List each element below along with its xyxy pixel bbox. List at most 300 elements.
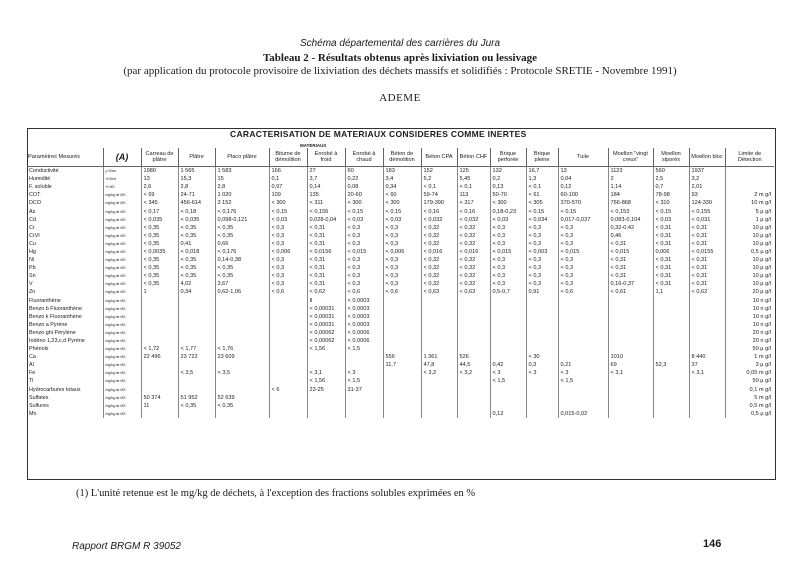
value-cell: < 0,3 xyxy=(526,232,558,240)
unit-cell: mg/kg de MS xyxy=(103,191,141,199)
value-cell xyxy=(490,386,526,394)
value-cell: < 0,003 xyxy=(526,248,558,256)
value-cell: < 0,15 xyxy=(558,207,608,215)
value-cell: < 0,016 xyxy=(457,248,490,256)
value-cell: < 0,3 xyxy=(269,256,307,264)
value-cell xyxy=(345,394,383,402)
value-cell xyxy=(269,345,307,353)
value-cell: 11 xyxy=(141,402,178,410)
value-cell: < 0,015 xyxy=(558,248,608,256)
value-cell xyxy=(490,402,526,410)
unit-cell: mg/kg de MS xyxy=(103,264,141,272)
value-cell xyxy=(383,386,421,394)
value-cell: < 317 xyxy=(457,199,490,207)
column-header: (A) xyxy=(103,148,141,167)
value-cell xyxy=(269,337,307,345)
table-row xyxy=(27,240,774,248)
value-cell: 22 496 xyxy=(141,353,178,361)
value-cell: < 69 xyxy=(141,191,178,199)
detection-limit-cell: 10 µ g/l xyxy=(725,256,774,264)
value-cell: < 0,3 xyxy=(490,240,526,248)
value-cell: < 0,1 xyxy=(421,183,457,191)
detection-limit-cell: 5 µ g/l xyxy=(725,207,774,215)
value-cell: 556 xyxy=(383,353,421,361)
value-cell xyxy=(653,353,689,361)
value-cell: 93 xyxy=(689,191,725,199)
materiaux-label: MATERIAUX xyxy=(300,143,327,148)
value-cell xyxy=(307,402,345,410)
value-cell xyxy=(421,402,457,410)
table-row xyxy=(27,199,774,207)
value-cell: < 0,15 xyxy=(345,207,383,215)
value-cell: < 0,3 xyxy=(269,272,307,280)
table-row xyxy=(27,191,774,199)
value-cell: < 0,3 xyxy=(383,256,421,264)
value-cell: < 0,31 xyxy=(689,232,725,240)
value-cell: < 305 xyxy=(526,199,558,207)
value-cell: < 0,35 xyxy=(141,224,178,232)
value-cell: < 0,35 xyxy=(178,256,215,264)
value-cell: < 0,3 xyxy=(383,272,421,280)
value-cell xyxy=(653,369,689,377)
value-cell: < 60 xyxy=(383,191,421,199)
value-cell xyxy=(215,386,269,394)
value-cell xyxy=(141,297,178,305)
table-row xyxy=(27,167,774,176)
value-cell: < 0,35 xyxy=(141,264,178,272)
value-cell: < 3 xyxy=(490,369,526,377)
value-cell: 113 xyxy=(457,191,490,199)
parameter-cell: Cd xyxy=(29,216,36,223)
value-cell: < 0,32 xyxy=(421,240,457,248)
detection-limit-cell xyxy=(725,183,774,191)
value-cell: < 0,032 xyxy=(421,216,457,224)
table-row xyxy=(27,305,774,313)
table-row xyxy=(27,297,774,305)
column-header: Moellon bloc xyxy=(689,148,725,167)
value-cell: < 0,35 xyxy=(215,402,269,410)
value-cell: < 0,35 xyxy=(215,224,269,232)
value-cell xyxy=(689,410,725,418)
value-cell xyxy=(215,305,269,313)
value-cell: 0,22 xyxy=(345,175,383,183)
parameter-cell: Ni xyxy=(29,257,35,264)
value-cell: < 0,3 xyxy=(345,224,383,232)
value-cell xyxy=(608,386,653,394)
unit-cell: mg/kg de MS xyxy=(103,288,141,296)
value-cell: 456-614 xyxy=(178,199,215,207)
column-header: Placo plâtre xyxy=(215,148,269,167)
detection-limit-cell: 0,1 m g/l xyxy=(725,386,774,394)
detection-limit-cell: 0,5 µ g/l xyxy=(725,410,774,418)
value-cell: 23-25 xyxy=(307,386,345,394)
value-cell xyxy=(653,402,689,410)
value-cell: 69 xyxy=(608,361,653,369)
value-cell xyxy=(689,305,725,313)
value-cell: 4,02 xyxy=(178,280,215,288)
value-cell xyxy=(653,345,689,353)
unit-cell: mg/kg de MS xyxy=(103,297,141,305)
value-cell: < 345 xyxy=(141,199,178,207)
value-cell xyxy=(689,394,725,402)
value-cell: < 61 xyxy=(526,191,558,199)
page-number: 146 xyxy=(703,538,722,550)
parameter-cell: As xyxy=(29,208,36,215)
value-cell: < 0,32 xyxy=(421,280,457,288)
value-cell: 2,8 xyxy=(178,183,215,191)
value-cell: < 0,3 xyxy=(490,280,526,288)
value-cell: < 0,0035 xyxy=(141,248,178,256)
value-cell: 1123 xyxy=(608,167,653,176)
value-cell: < 0,32 xyxy=(457,256,490,264)
parameter-cell: Al xyxy=(29,362,34,369)
unit-cell: mg/kg de MS xyxy=(103,410,141,418)
value-cell: 0,16-0,37 xyxy=(608,280,653,288)
unit-cell: mg/kg de MS xyxy=(103,394,141,402)
value-cell: 2,5 xyxy=(653,175,689,183)
value-cell xyxy=(526,394,558,402)
value-cell: < 3,1 xyxy=(608,369,653,377)
value-cell xyxy=(215,410,269,418)
value-cell xyxy=(383,329,421,337)
value-cell xyxy=(421,345,457,353)
detection-limit-cell: 20 µ g/l xyxy=(725,288,774,296)
table-row xyxy=(27,321,774,329)
value-cell: < 0,0006 xyxy=(345,337,383,345)
detection-limit-cell: 10 µ g/l xyxy=(725,272,774,280)
value-cell xyxy=(383,345,421,353)
value-cell xyxy=(269,305,307,313)
value-cell xyxy=(141,410,178,418)
value-cell xyxy=(215,337,269,345)
value-cell xyxy=(490,345,526,353)
value-cell: < 0,16 xyxy=(457,207,490,215)
table-row xyxy=(27,361,774,369)
parameter-cell: Hg xyxy=(29,248,36,255)
value-cell: < 0,61 xyxy=(608,288,653,296)
value-cell xyxy=(269,353,307,361)
detection-limit-cell: 10 µ g/l xyxy=(725,232,774,240)
value-cell: 13 xyxy=(141,175,178,183)
value-cell: < 0,15 xyxy=(526,207,558,215)
unit-cell: mg/kg de MS xyxy=(103,321,141,329)
value-cell xyxy=(269,329,307,337)
value-cell: < 0,3 xyxy=(345,240,383,248)
value-cell xyxy=(421,386,457,394)
unit-cell: mg/kg de MS xyxy=(103,337,141,345)
detection-limit-cell: 10 n g/l xyxy=(725,313,774,321)
value-cell: < 0,0156 xyxy=(307,248,345,256)
value-cell: < 0,035 xyxy=(141,216,178,224)
value-cell xyxy=(490,337,526,345)
value-cell: 0,34 xyxy=(383,183,421,191)
value-cell: < 0,31 xyxy=(307,264,345,272)
table-row xyxy=(27,272,774,280)
unit-cell: mg/kg de MS xyxy=(103,224,141,232)
value-cell: 0,017-0,037 xyxy=(558,216,608,224)
value-cell xyxy=(215,377,269,385)
value-cell: 11,7 xyxy=(383,361,421,369)
value-cell: < 1,56 xyxy=(307,345,345,353)
value-cell: < 0,18 xyxy=(178,207,215,215)
value-cell: 1 020 xyxy=(215,191,269,199)
value-cell: < 0,3 xyxy=(269,232,307,240)
value-cell xyxy=(345,402,383,410)
table-row xyxy=(27,175,774,183)
value-cell: < 0,31 xyxy=(689,280,725,288)
value-cell: 78-98 xyxy=(653,191,689,199)
value-cell: < 0,31 xyxy=(653,256,689,264)
value-cell xyxy=(215,361,269,369)
value-cell: < 0,31 xyxy=(608,264,653,272)
value-cell: < 0,31 xyxy=(608,272,653,280)
value-cell xyxy=(526,305,558,313)
detection-limit-cell: 10 n g/l xyxy=(725,321,774,329)
value-cell: < 0,31 xyxy=(653,224,689,232)
value-cell: < 3 xyxy=(526,369,558,377)
value-cell: 0,97 xyxy=(269,183,307,191)
value-cell: < 3,5 xyxy=(178,369,215,377)
value-cell: 132 xyxy=(490,167,526,176)
table-row xyxy=(27,313,774,321)
value-cell: 1,1 xyxy=(653,288,689,296)
document-header: Schéma départemental des carrières du Jura xyxy=(299,38,501,49)
parameter-cell: Ca xyxy=(29,354,36,361)
value-cell xyxy=(178,321,215,329)
value-cell: < 0,3 xyxy=(526,256,558,264)
value-cell: 0,2 xyxy=(490,175,526,183)
detection-limit-cell xyxy=(725,175,774,183)
value-cell: < 3,1 xyxy=(689,369,725,377)
detection-limit-cell: 10 µ g/l xyxy=(725,240,774,248)
unit-cell: mg/kg de MS xyxy=(103,353,141,361)
value-cell xyxy=(526,321,558,329)
unit-cell: mg/kg de MS xyxy=(103,305,141,313)
value-cell: 60 xyxy=(345,167,383,176)
parameter-cell: Mn xyxy=(29,410,37,417)
value-cell: < 0,31 xyxy=(653,280,689,288)
value-cell xyxy=(558,313,608,321)
value-cell xyxy=(608,394,653,402)
value-cell: 8 440 xyxy=(689,353,725,361)
value-cell xyxy=(421,377,457,385)
value-cell xyxy=(653,297,689,305)
unit-cell: mg/kg de MS xyxy=(103,377,141,385)
value-cell: < 0,031 xyxy=(689,216,725,224)
value-cell: < 0,31 xyxy=(307,272,345,280)
value-cell: < 300 xyxy=(383,199,421,207)
detection-limit-cell: 20 n g/l xyxy=(725,337,774,345)
value-cell: < 0,3 xyxy=(526,280,558,288)
value-cell xyxy=(178,313,215,321)
value-cell: < 0,00031 xyxy=(307,305,345,313)
value-cell xyxy=(608,297,653,305)
value-cell: < 3,2 xyxy=(457,369,490,377)
value-cell xyxy=(608,377,653,385)
column-header: Bitume de démolition xyxy=(269,148,307,167)
value-cell xyxy=(653,337,689,345)
value-cell xyxy=(457,402,490,410)
value-cell xyxy=(526,345,558,353)
parameter-cell: Benzo b Fluoranthène xyxy=(29,305,83,312)
value-cell: < 0,35 xyxy=(178,224,215,232)
value-cell xyxy=(653,329,689,337)
value-cell: < 0,3 xyxy=(490,272,526,280)
detection-limit-cell: 2 m g/l xyxy=(725,191,774,199)
value-cell: < 1,56 xyxy=(307,377,345,385)
value-cell: < 0,31 xyxy=(307,256,345,264)
value-cell: 0,21 xyxy=(558,361,608,369)
value-cell xyxy=(689,321,725,329)
value-cell: < 0,35 xyxy=(141,240,178,248)
column-header: Tuile xyxy=(558,148,608,167)
detection-limit-cell xyxy=(725,167,774,176)
parameter-cell: CrVI xyxy=(29,232,40,239)
unit-cell: mg/kg de MS xyxy=(103,272,141,280)
table-row xyxy=(27,183,774,191)
value-cell xyxy=(457,377,490,385)
value-cell: < 0,015 xyxy=(490,248,526,256)
value-cell: < 0,3 xyxy=(269,280,307,288)
value-cell xyxy=(689,337,725,345)
value-cell: < 0,3 xyxy=(490,256,526,264)
value-cell xyxy=(490,353,526,361)
value-cell: 179-390 xyxy=(421,199,457,207)
value-cell xyxy=(383,377,421,385)
unit-cell: mg/kg de MS xyxy=(103,369,141,377)
value-cell: II xyxy=(307,297,345,305)
unit-cell: mg/kg de MS xyxy=(103,280,141,288)
value-cell xyxy=(653,377,689,385)
value-cell: < 0,015 xyxy=(608,248,653,256)
value-cell: < 0,35 xyxy=(215,272,269,280)
value-cell: < 0,3 xyxy=(383,240,421,248)
value-cell: 0,7 xyxy=(653,183,689,191)
value-cell xyxy=(457,305,490,313)
value-cell: 124-330 xyxy=(689,199,725,207)
value-cell: 44,5 xyxy=(457,361,490,369)
unit-cell: % Brut xyxy=(103,175,141,183)
value-cell: < 0,62 xyxy=(689,288,725,296)
detection-limit-cell: 10 µ g/l xyxy=(725,264,774,272)
value-cell xyxy=(141,321,178,329)
value-cell: < 0,32 xyxy=(421,264,457,272)
value-cell: < 0,35 xyxy=(215,232,269,240)
column-header: Enrobé à froid xyxy=(307,148,345,167)
report-reference: Rapport BRGM R 39052 xyxy=(72,541,181,552)
value-cell: 0,12 xyxy=(490,410,526,418)
value-cell: 370-570 xyxy=(558,199,608,207)
detection-limit-cell: 1 m g/l xyxy=(725,353,774,361)
value-cell: < 3,2 xyxy=(421,369,457,377)
value-cell: < 0,35 xyxy=(178,402,215,410)
value-cell: 3,2 xyxy=(689,175,725,183)
value-cell: < 0,35 xyxy=(178,264,215,272)
value-cell xyxy=(608,321,653,329)
value-cell xyxy=(653,394,689,402)
value-cell: < 30 xyxy=(526,353,558,361)
value-cell: 60-100 xyxy=(558,191,608,199)
detection-limit-cell: 10 n g/l xyxy=(725,297,774,305)
unit-cell: mg/kg de MS xyxy=(103,248,141,256)
unit-cell: mg/kg de MS xyxy=(103,240,141,248)
value-cell: 0,91 xyxy=(526,288,558,296)
value-cell xyxy=(490,305,526,313)
value-cell xyxy=(558,402,608,410)
value-cell: < 0,31 xyxy=(307,240,345,248)
value-cell: 20-60 xyxy=(345,191,383,199)
value-cell: < 0,15 xyxy=(653,207,689,215)
value-cell xyxy=(653,305,689,313)
value-cell: < 0,32 xyxy=(421,272,457,280)
value-cell: < 0,3 xyxy=(558,272,608,280)
value-cell: < 0,3 xyxy=(383,224,421,232)
value-cell: < 0,32 xyxy=(457,280,490,288)
value-cell: < 0,32 xyxy=(457,240,490,248)
value-cell: 5,45 xyxy=(457,175,490,183)
value-cell xyxy=(457,394,490,402)
value-cell xyxy=(269,402,307,410)
value-cell: 0,028-0,04 xyxy=(307,216,345,224)
value-cell: < 0,00062 xyxy=(307,337,345,345)
unit-cell: mg/kg de MS xyxy=(103,345,141,353)
value-cell xyxy=(490,329,526,337)
value-cell xyxy=(383,305,421,313)
value-cell: 166 xyxy=(269,167,307,176)
column-header: Béton CHF xyxy=(457,148,490,167)
value-cell: 1 361 xyxy=(421,353,457,361)
column-header: Plâtre xyxy=(178,148,215,167)
value-cell: < 0,16 xyxy=(421,207,457,215)
column-header: Béton de démolition xyxy=(383,148,421,167)
value-cell: 0,12 xyxy=(558,183,608,191)
value-cell: < 0,3 xyxy=(383,264,421,272)
value-cell: < 0,0003 xyxy=(345,305,383,313)
parameter-cell: Zn xyxy=(29,289,36,296)
value-cell: < 311 xyxy=(307,199,345,207)
value-cell: 0,098-0,121 xyxy=(215,216,269,224)
table-row xyxy=(27,280,774,288)
value-cell xyxy=(526,329,558,337)
value-cell: 0,66 xyxy=(215,240,269,248)
value-cell xyxy=(526,313,558,321)
value-cell: < 0,1 xyxy=(526,183,558,191)
value-cell xyxy=(457,321,490,329)
value-cell: < 310 xyxy=(653,199,689,207)
value-cell xyxy=(345,410,383,418)
value-cell xyxy=(383,394,421,402)
parameter-cell: F. soluble xyxy=(29,184,52,191)
value-cell xyxy=(608,410,653,418)
unit-cell: mg/kg de MS xyxy=(103,402,141,410)
value-cell xyxy=(526,386,558,394)
value-cell xyxy=(178,329,215,337)
value-cell: < 0,32 xyxy=(421,256,457,264)
unit-cell: mg/kg de MS xyxy=(103,329,141,337)
value-cell: 0,32-0,42 xyxy=(608,224,653,232)
value-cell xyxy=(178,377,215,385)
value-cell: 24-71 xyxy=(178,191,215,199)
value-cell: 125 xyxy=(457,167,490,176)
column-header: Carreau de plâtre xyxy=(141,148,178,167)
table-row xyxy=(27,386,774,394)
value-cell: < 0,35 xyxy=(178,272,215,280)
value-cell: 0,62-1,06 xyxy=(215,288,269,296)
value-cell: < 0,3 xyxy=(269,240,307,248)
value-cell xyxy=(608,337,653,345)
value-cell xyxy=(490,313,526,321)
value-cell: < 0,3 xyxy=(345,232,383,240)
